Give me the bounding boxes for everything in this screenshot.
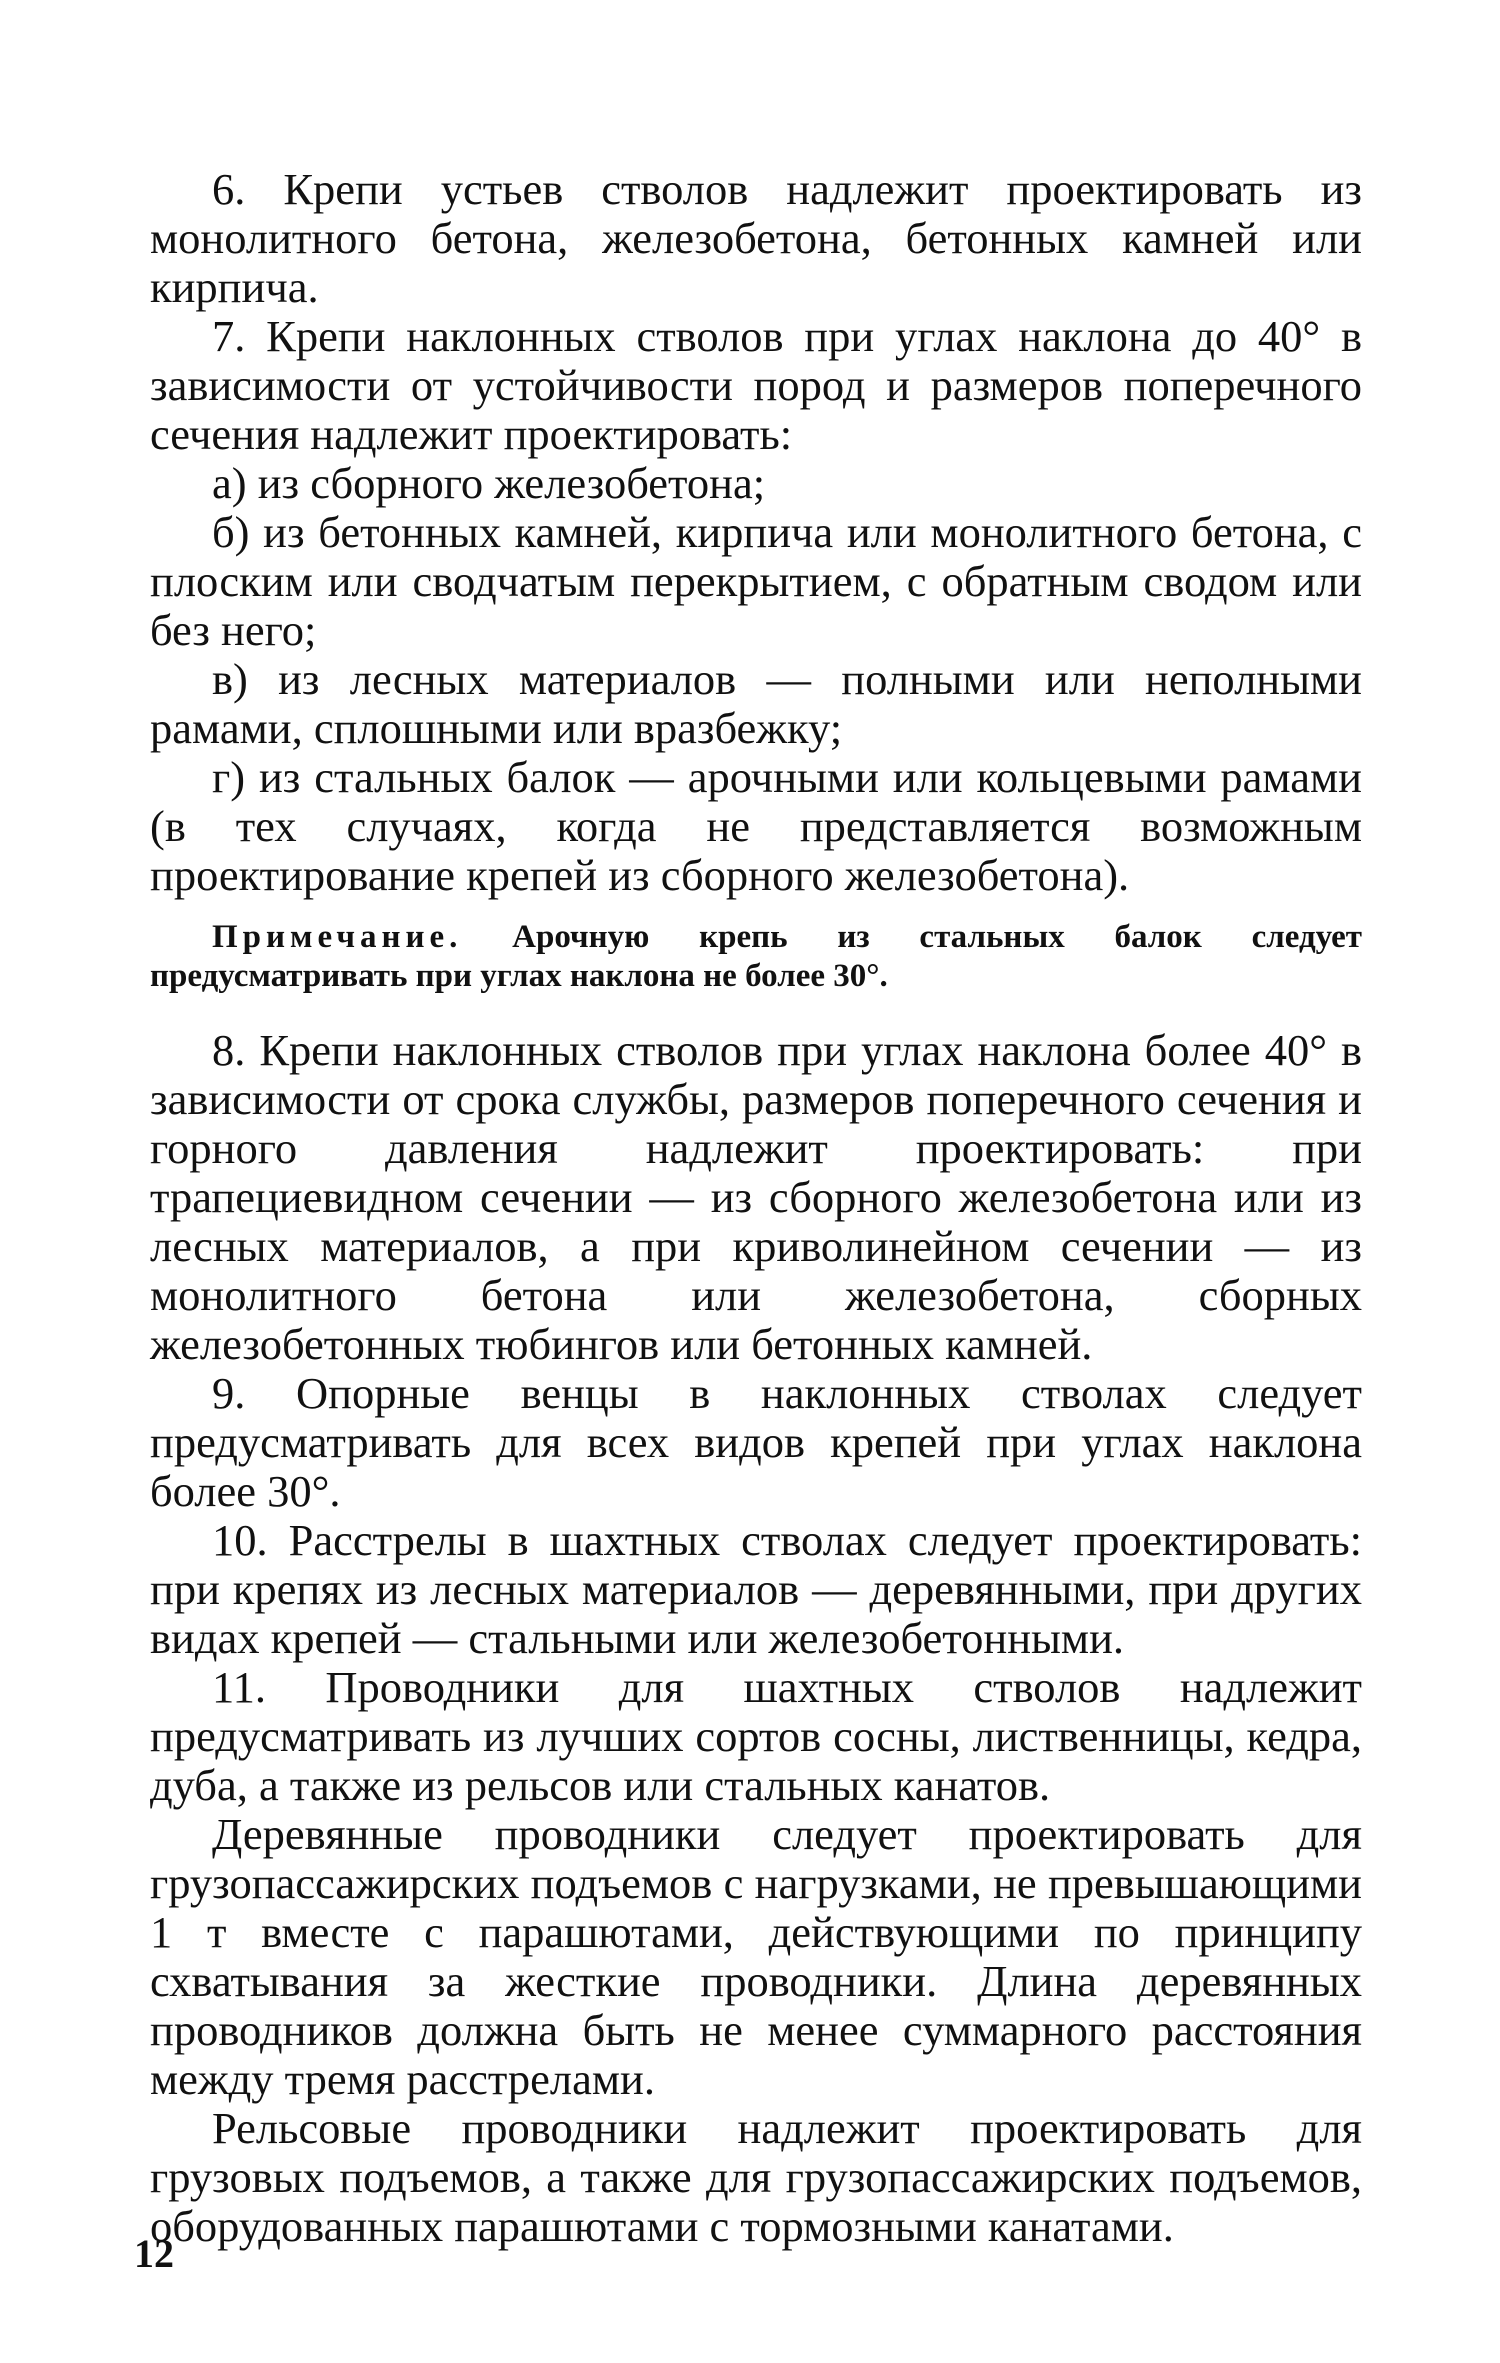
paragraph-7: 7. Крепи наклонных стволов при углах наклона до 40° в зависимости от устойчивости пород и размеров поперечного сечения надлежит проектировать:: [150, 311, 1362, 459]
paragraph-7a: а) из сборного железобетона;: [212, 458, 766, 508]
paragraph-6: 6. Крепи устьев стволов надлежит проектировать из монолитного бетона, железобетона, бетонных камней или кирпича.: [150, 164, 1362, 312]
paragraph-11-wooden-guides: [150, 1810, 1362, 2104]
note: [150, 918, 1362, 996]
load-unit: 1 т: [150, 1907, 227, 1957]
paragraph-10: 10. Расстрелы в шахтных стволах следует проектировать: при крепях из лесных материалов — деревянными, при других видах крепей — стальными или железобетонными.: [150, 1515, 1362, 1663]
paragraph-11: 11. Проводники для шахтных стволов надлежит предусматривать из лучших сортов сосны, лиственницы, кедра, дуба, а также из рельсов или стальных канатов.: [150, 1662, 1362, 1810]
paragraph-8: 8. Крепи наклонных стволов при углах наклона более 40° в зависимости от срока службы, размеров поперечного сечения и горного давления надлежит проектировать: при трапециевидном сечении — из сборного железобетона или из лесных материалов, а при криволинейном сечении — из монолитного бетона или железобетона, сборных железобетонных тюбингов или бетонных камней.: [150, 1025, 1362, 1369]
paragraph-11-rail-guides: Рельсовые проводники надлежит проектировать для грузовых подъемов, а также для грузопассажирских подъемов, оборудованных парашютами с тормозными канатами.: [150, 2103, 1362, 2251]
paragraph-7d: г) из стальных балок — арочными или кольцевыми рамами (в тех случаях, когда не представляется возможным проектирование крепей из сборного железобетона).: [150, 752, 1362, 900]
page-number: 12: [134, 2231, 174, 2276]
note-text: Арочную крепь из стальных балок следует предусматривать при углах наклона не более 30°.: [150, 919, 1362, 994]
document-page: [150, 165, 1362, 2251]
paragraph-7b: б) из бетонных камней, кирпича или монолитного бетона, с плоским или сводчатым перекрытием, с обратным сводом или без него;: [150, 507, 1362, 655]
note-label: Примечание.: [212, 919, 463, 955]
paragraph-7c: в) из лесных материалов — полными или неполными рамами, сплошными или вразбежку;: [150, 654, 1362, 753]
wooden-guides-text-a: Деревянные проводники следует проектировать для грузопассажирских подъемов с нагрузками, не превышающими: [150, 1809, 1362, 1908]
paragraph-9: 9. Опорные венцы в наклонных стволах следует предусматривать для всех видов крепей при углах наклона более 30°.: [150, 1368, 1362, 1516]
wooden-guides-text-b: вместе с парашютами, действующими по принципу схватывания за жесткие проводники. Длина деревянных проводников должна быть не менее суммарного расстояния между тремя расстрелами.: [150, 1907, 1363, 2104]
